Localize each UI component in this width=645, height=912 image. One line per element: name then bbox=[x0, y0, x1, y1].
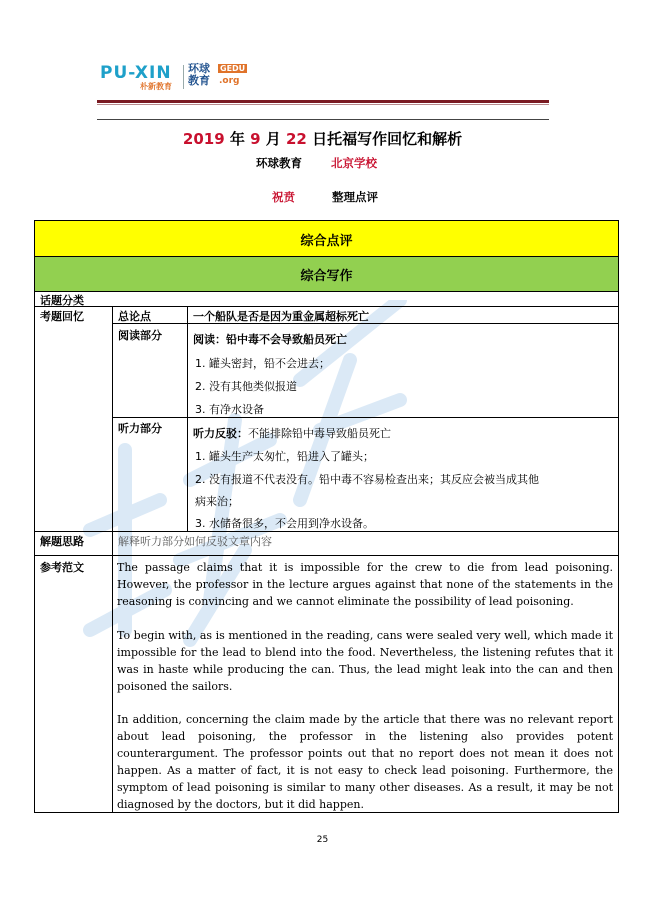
table-border bbox=[112, 417, 619, 418]
gedu-org: .org bbox=[219, 76, 240, 86]
gedu-logo-text: 环球教育 bbox=[188, 62, 210, 87]
reading-label: 阅读部分 bbox=[118, 329, 162, 342]
table-border bbox=[34, 220, 619, 221]
listening-point: 2. 没有报道不代表没有。铅中毒不容易检查出来；其反应会被当成其他 bbox=[195, 473, 539, 486]
reading-heading: 阅读：铅中毒不会导致船员死亡 bbox=[193, 333, 347, 346]
page-title bbox=[0, 128, 645, 149]
page-number: 25 bbox=[316, 835, 329, 845]
listening-point: 病来治； bbox=[195, 495, 239, 508]
sample-paragraph: To begin with, as is mentioned in the reading, cans were sealed very well, which made it impossible for the lead to blend into the food. Nevertheless, the listening refutes that it was in haste while producing the can. Thus, the lead might leak into the can and then poisoned the sailors. bbox=[117, 629, 613, 693]
integrated-writing-title: 综合写作 bbox=[300, 269, 353, 284]
logo-divider bbox=[183, 65, 184, 89]
title-month: 9 bbox=[250, 130, 261, 148]
approach-label: 解题思路 bbox=[40, 535, 84, 548]
listening-heading bbox=[193, 425, 391, 441]
title-month-unit: 月 bbox=[260, 130, 286, 148]
table-border bbox=[112, 306, 113, 813]
header-bar bbox=[97, 100, 549, 103]
listening-heading-rest: 不能排除铅中毒导致船员死亡 bbox=[248, 427, 391, 440]
header-bar-thin bbox=[97, 104, 549, 105]
author-name: 祝贲 bbox=[272, 190, 295, 204]
sample-paragraph: The passage claims that it is impossible for the crew to die from lead poisoning. However, the professor in the lecture argues against that none of the statements in the reasoning is convincing and we cannot eliminate the possibility of lead poisoning. bbox=[117, 561, 613, 608]
org-name: 环球教育 bbox=[256, 156, 302, 170]
table-border bbox=[34, 555, 619, 556]
title-text: 日托福写作回忆和解析 bbox=[306, 130, 463, 148]
table-border bbox=[34, 220, 35, 813]
listening-point: 1. 罐头生产太匆忙，铅进入了罐头； bbox=[195, 450, 374, 463]
table-border bbox=[34, 256, 619, 257]
sample-essay-label: 参考范文 bbox=[40, 561, 84, 574]
reading-point: 2. 没有其他类似报道 bbox=[195, 380, 297, 393]
topic-category-label: 话题分类 bbox=[40, 294, 84, 307]
table-border bbox=[187, 306, 188, 532]
thesis-label: 总论点 bbox=[118, 310, 151, 323]
listening-label: 听力部分 bbox=[118, 422, 162, 435]
listening-point: 3. 水储备很多，不会用到净水设备。 bbox=[195, 517, 374, 530]
title-day: 22 bbox=[285, 130, 307, 148]
sample-paragraph: In addition, concerning the claim made by the article that there was no relevant report about lead poisoning, the professor in the listening also provides potent counterargument. The professor points out that no report does not mean it does not happen. As a matter of fact, it is not easy to check lead poisoning. Furthermore, the symptom of lead poisoning is similar to many other diseases. As a result, it may be not diagnosed by the doctors, but it did happen. bbox=[117, 713, 613, 811]
puxin-logo-text: PU-XIN bbox=[100, 63, 172, 83]
logo bbox=[100, 63, 260, 93]
author-role: 整理点评 bbox=[332, 190, 378, 204]
table-border bbox=[34, 531, 619, 532]
recall-label: 考题回忆 bbox=[40, 310, 84, 323]
reading-point: 1. 罐头密封，铅不会进去； bbox=[195, 357, 330, 370]
table-border bbox=[618, 220, 619, 813]
listening-heading-bold: 听力反驳： bbox=[193, 427, 248, 440]
gedu-badge: GEDU bbox=[220, 64, 246, 73]
puxin-logo-subtext: 朴新教育 bbox=[140, 82, 172, 91]
header-rule bbox=[97, 119, 549, 120]
thesis-value: 一个船队是否是因为重金属超标死亡 bbox=[193, 310, 369, 323]
table-border bbox=[34, 291, 619, 292]
overall-review-title: 综合点评 bbox=[300, 234, 353, 249]
reading-point: 3. 有净水设备 bbox=[195, 403, 264, 416]
table-border bbox=[34, 306, 619, 307]
school-name: 北京学校 bbox=[331, 156, 377, 170]
approach-value: 解释听力部分如何反驳文章内容 bbox=[118, 535, 272, 548]
title-year-unit: 年 bbox=[224, 130, 251, 148]
title-year: 2019 bbox=[182, 130, 225, 148]
